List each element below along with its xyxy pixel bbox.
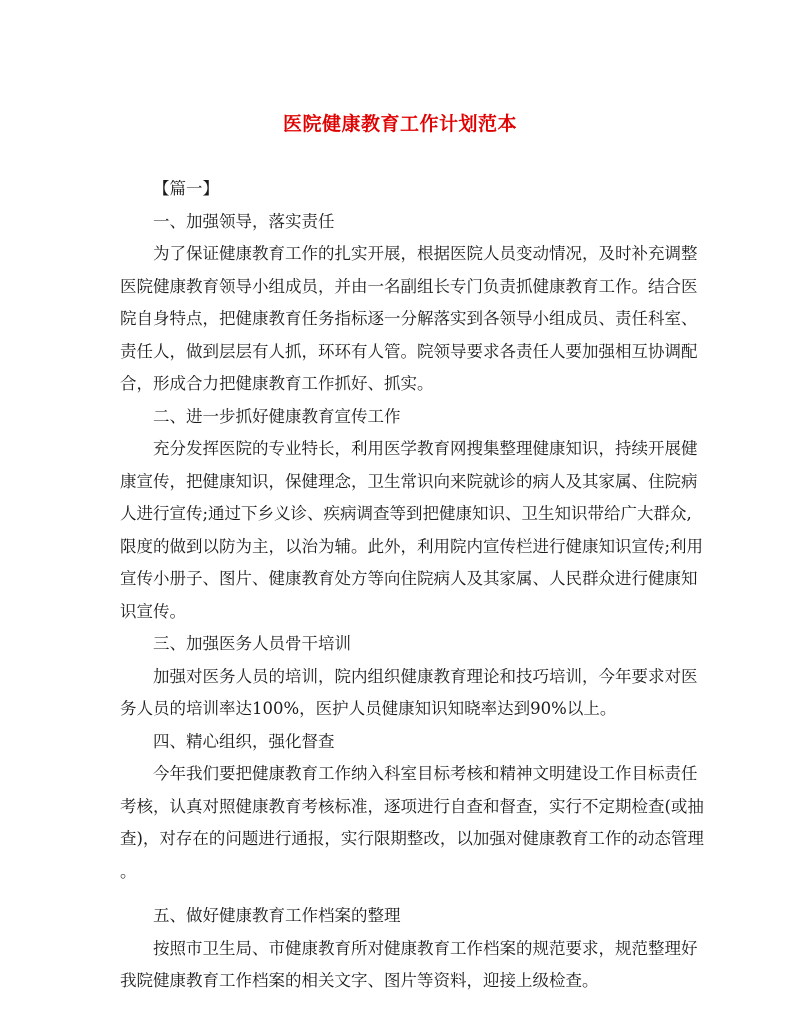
paragraph-line: 务人员的培训率达100%，医护人员健康知识知晓率达到90%以上。 [120,699,617,718]
paragraph-line: 我院健康教育工作档案的相关文字、图片等资料，迎接上级检查。 [120,971,599,990]
paragraph-line: 查)，对存在的问题进行通报，实行限期整改，以加强对健康教育工作的动态管理 [120,829,704,848]
paragraph-1 [120,238,698,401]
document-title: 医院健康教育工作计划范本 [282,113,517,135]
paragraph-line: 考核，认真对照健康教育考核标准，逐项进行自查和督查，实行不定期检查(或抽 [120,796,704,816]
paragraph-line: 康宣传，把健康知识，保健理念，卫生常识向来院就诊的病人及其家属、住院病 [120,471,698,491]
document-body [120,173,704,998]
paragraph-line: 人进行宣传;通过下乡义诊、疾病调查等到把健康知识、卫生知识带给广大群众, [120,504,692,523]
paragraph-line: 按照市卫生局、市健康教育所对健康教育工作档案的规范要求，规范整理好 [153,938,698,958]
section-heading-3: 三、加强医务人员骨干培训 [153,634,351,653]
paragraph-line: 识宣传。 [120,601,186,621]
paragraph-line: 合，形成合力把健康教育工作抓好、抓实。 [120,374,434,393]
section-heading-4: 四、精心组织，强化督查 [153,731,335,751]
paragraph-3 [120,661,698,726]
paragraph-line: 限度的做到以防为主，以治为辅。此外，利用院内宣传栏进行健康知识宣传;利用 [120,536,704,556]
paragraph-line: 充分发挥医院的专业特长，利用医学教育网搜集整理健康知识，持续开展健 [153,439,698,458]
paragraph-line: 加强对医务人员的培训，院内组织健康教育理论和技巧培训，今年要求对医 [153,666,698,686]
paragraph-5 [120,933,698,998]
paragraph-line: 宣传小册子、图片、健康教育处方等向住院病人及其家属、人民群众进行健康知 [120,569,698,588]
paragraph-line: 今年我们要把健康教育工作纳入科室目标考核和精神文明建设工作目标责任 [153,764,698,783]
paragraph-line: 院自身特点，把健康教育任务指标逐一分解落实到各领导小组成员、责任科室、 [120,309,698,328]
paragraph-line: 医院健康教育领导小组成员，并由一名副组长专门负责抓健康教育工作。结合医 [120,276,698,296]
section-heading-2: 二、进一步抓好健康教育宣传工作 [153,406,401,426]
paragraph-2 [120,433,704,628]
paragraph-line: 为了保证健康教育工作的扎实开展，根据医院人员变动情况，及时补充调整 [153,244,698,263]
paragraph-4 [120,758,704,888]
section-heading-5: 五、做好健康教育工作档案的整理 [153,906,401,925]
paragraph-line: 责任人，做到层层有人抓，环环有人管。院领导要求各责任人要加强相互协调配 [120,341,698,361]
paragraph-line: 。 [120,861,137,881]
section-heading-1: 一、加强领导，落实责任 [153,211,335,231]
section-label: 【篇一】 [153,179,219,198]
